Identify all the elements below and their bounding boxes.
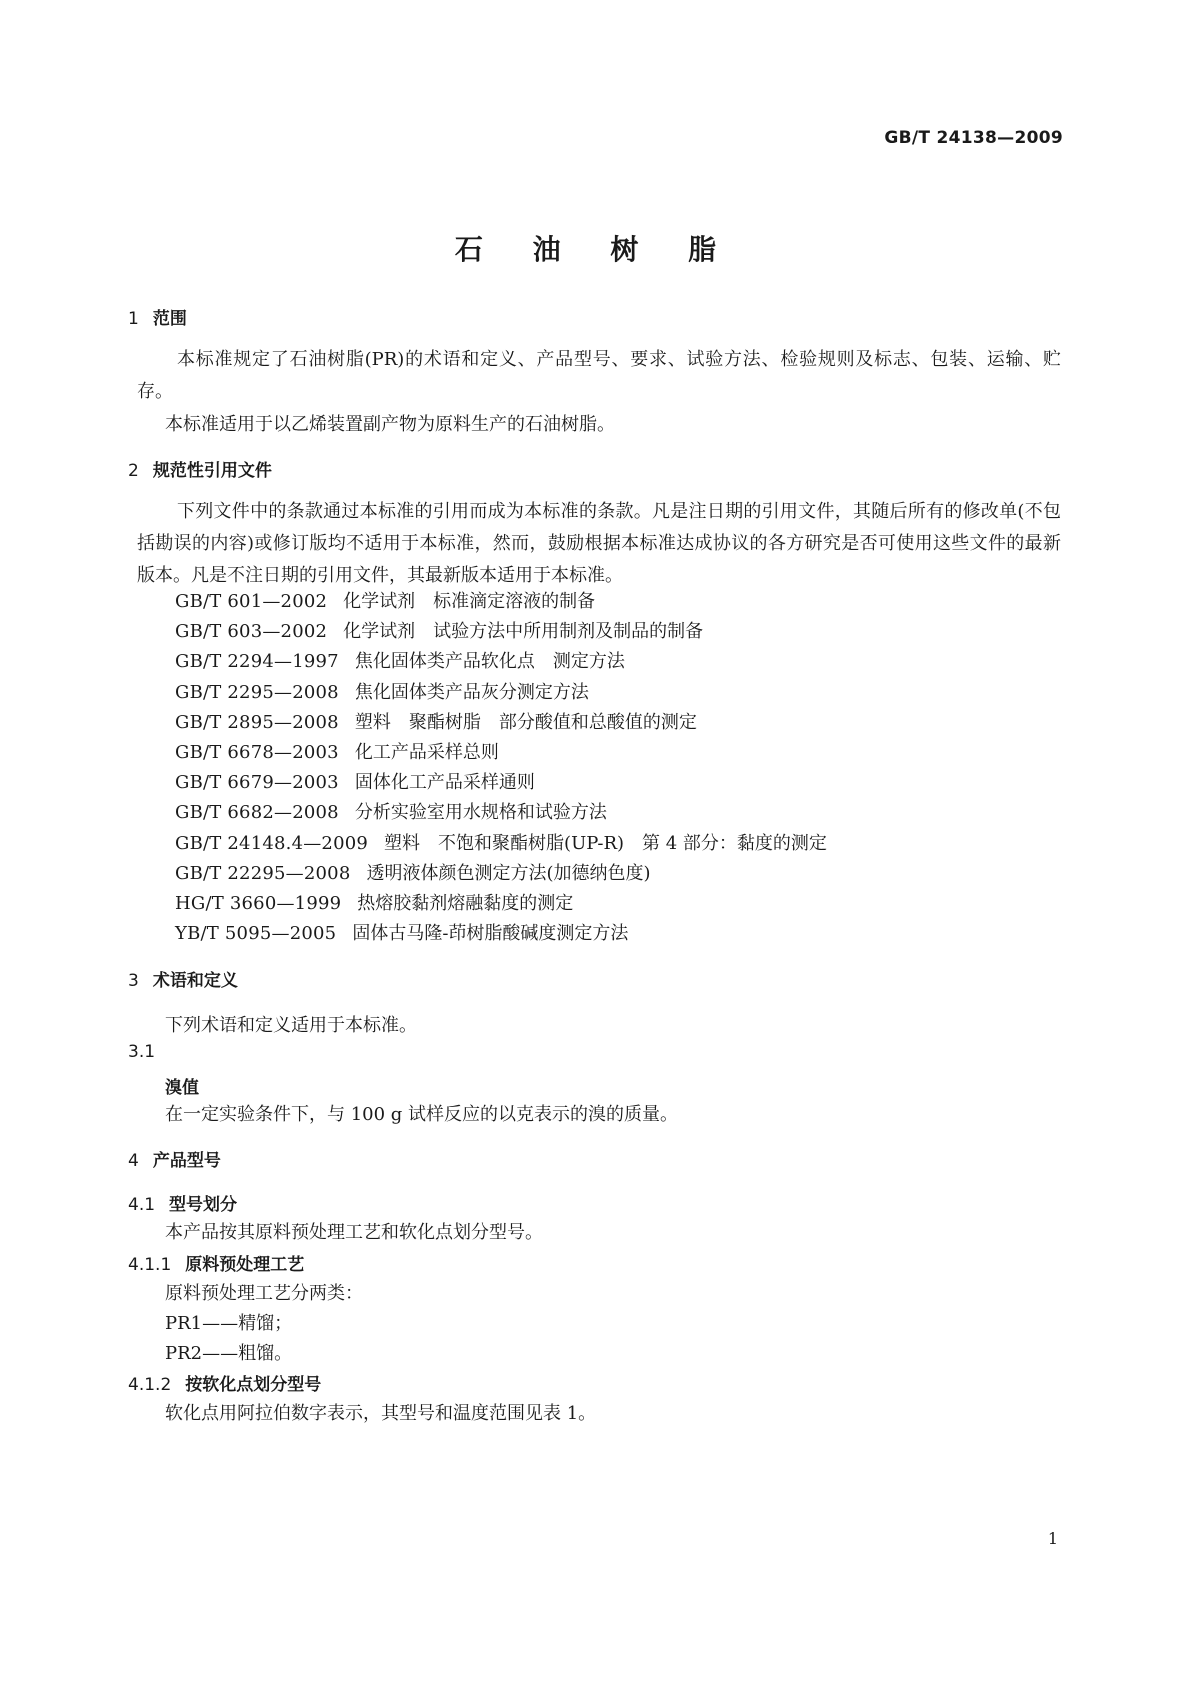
clause-4-1-1-text: 原料预处理工艺分两类：	[165, 1283, 363, 1304]
reference-title: 固体古马隆-茚树脂酸碱度测定方法	[352, 923, 629, 945]
reference-title: 化学试剂 试验方法中所用制剂及制品的制备	[343, 621, 704, 643]
clause-number: 4.1	[128, 1195, 156, 1215]
reference-title: 热熔胶黏剂熔融黏度的测定	[357, 893, 574, 914]
section-2-heading	[128, 456, 272, 481]
reference-item	[175, 768, 535, 794]
reference-code: GB/T 24148.4—2009	[175, 832, 369, 854]
clause-4-1-text: 本产品按其原料预处理工艺和软化点划分型号。	[165, 1222, 543, 1243]
document-title: 石 油 树 脂	[454, 233, 737, 266]
reference-title: 焦化固体类产品灰分测定方法	[354, 681, 589, 703]
section-1-paragraph-2: 本标准适用于以乙烯装置副产物为原料生产的石油树脂。	[165, 414, 615, 435]
reference-code: GB/T 2294—1997	[175, 651, 339, 673]
section-number: 1	[128, 309, 139, 329]
section-3-heading	[128, 966, 238, 991]
section-3-paragraph-1: 下列术语和定义适用于本标准。	[165, 1015, 417, 1036]
reference-item	[175, 798, 607, 824]
reference-item	[175, 587, 595, 613]
reference-code: YB/T 5095—2005	[175, 923, 337, 945]
reference-item	[175, 889, 573, 915]
section-4-heading	[128, 1146, 221, 1171]
list-item-pr2: PR2——粗馏。	[165, 1343, 293, 1364]
section-title: 范围	[152, 309, 187, 329]
clause-3-1-number: 3.1	[128, 1042, 156, 1062]
reference-title: 化学试剂 标准滴定溶液的制备	[343, 591, 596, 612]
reference-item	[175, 919, 628, 945]
clause-4-1-2-heading	[128, 1370, 321, 1395]
reference-item	[175, 708, 697, 734]
clause-title: 原料预处理工艺	[185, 1255, 305, 1275]
list-item-pr1: PR1——精馏；	[165, 1313, 293, 1334]
reference-code: GB/T 6678—2003	[175, 742, 339, 763]
section-title: 规范性引用文件	[152, 461, 272, 481]
reference-code: GB/T 22295—2008	[175, 862, 351, 884]
page-number: 1	[1047, 1529, 1058, 1548]
reference-title: 焦化固体类产品软化点 测定方法	[354, 651, 625, 673]
reference-item	[175, 829, 827, 855]
reference-title: 分析实验室用水规格和试验方法	[354, 802, 607, 824]
standard-number: GB/T 24138—2009	[884, 128, 1063, 148]
reference-title: 透明液体颜色测定方法(加德纳色度)	[366, 862, 651, 884]
clause-title: 型号划分	[169, 1195, 238, 1215]
reference-code: GB/T 2295—2008	[175, 681, 339, 703]
reference-item	[175, 738, 499, 764]
section-number: 3	[128, 971, 139, 991]
section-1-paragraph-1: 本标准规定了石油树脂(PR)的术语和定义、产品型号、要求、试验方法、检验规则及标志、包装、运输、贮存。	[137, 349, 1061, 402]
reference-title: 塑料 不饱和聚酯树脂(UP-R) 第 4 部分：黏度的测定	[384, 832, 827, 854]
clause-4-1-2-text: 软化点用阿拉伯数字表示，其型号和温度范围见表 1。	[165, 1403, 597, 1424]
reference-code: GB/T 603—2002	[175, 621, 328, 643]
reference-item	[175, 647, 625, 673]
reference-title: 化工产品采样总则	[354, 742, 499, 763]
reference-code: HG/T 3660—1999	[175, 893, 342, 914]
section-2-paragraph-1: 下列文件中的条款通过本标准的引用而成为本标准的条款。凡是注日期的引用文件，其随后所有的修改单(不包括勘误的内容)或修订版均不适用于本标准，然而，鼓励根据本标准达成协议的各方研究是否可使用这些文件的最新版本。凡是不注日期的引用文件，其最新版本适用于本标准。	[137, 501, 1061, 586]
section-title: 术语和定义	[152, 971, 238, 991]
reference-item	[175, 859, 651, 885]
reference-title: 塑料 聚酯树脂 部分酸值和总酸值的测定	[354, 711, 697, 733]
reference-title: 固体化工产品采样通则	[354, 772, 535, 794]
reference-code: GB/T 601—2002	[175, 591, 328, 612]
section-number: 2	[128, 461, 139, 481]
clause-title: 按软化点划分型号	[185, 1375, 322, 1395]
term-definition: 在一定实验条件下，与 100 g 试样反应的以克表示的溴的质量。	[165, 1104, 679, 1125]
clause-number: 4.1.1	[128, 1255, 172, 1275]
section-1-heading	[128, 304, 187, 329]
section-number: 4	[128, 1151, 139, 1171]
reference-item	[175, 617, 703, 643]
term-title: 溴值	[165, 1078, 199, 1098]
reference-item	[175, 678, 589, 704]
reference-code: GB/T 6682—2008	[175, 802, 339, 824]
section-title: 产品型号	[152, 1151, 221, 1171]
reference-code: GB/T 6679—2003	[175, 772, 339, 794]
clause-number: 4.1.2	[128, 1375, 172, 1395]
clause-4-1-1-heading	[128, 1250, 304, 1275]
reference-code: GB/T 2895—2008	[175, 711, 339, 733]
clause-4-1-heading	[128, 1190, 237, 1215]
